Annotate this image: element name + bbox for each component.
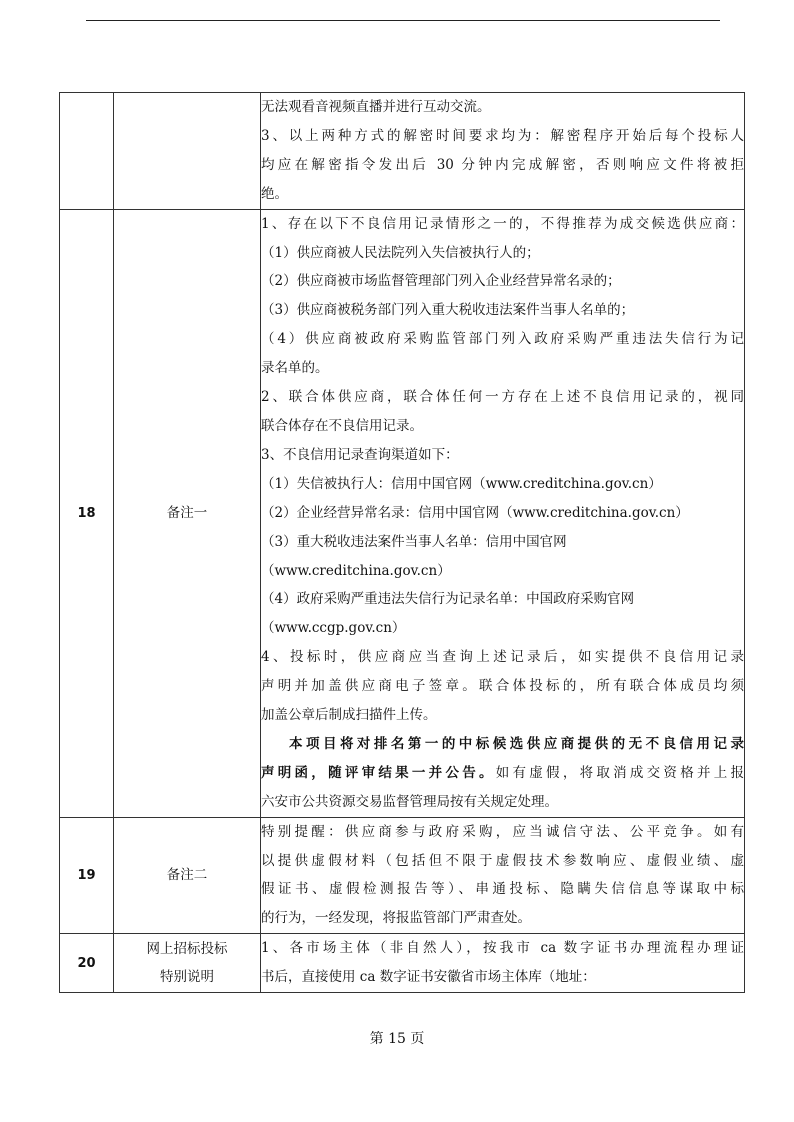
- plain-text: 1、存在以下不良信用记录情形之一的，不得推荐为成交候选供应商：: [261, 215, 744, 232]
- table-row: [60, 93, 745, 210]
- plain-text: 绝。: [261, 185, 288, 202]
- content-line: [261, 963, 744, 992]
- content-line: [261, 904, 744, 933]
- plain-text: （1）供应商被人民法院列入失信被执行人的；: [261, 244, 540, 261]
- plain-text: 录名单的。: [261, 360, 329, 377]
- content-line: [261, 412, 744, 441]
- row-content: [261, 817, 745, 934]
- plain-text: （3）重大税收违法案件当事人名单：信用中国官网: [261, 533, 567, 550]
- row-number: 18: [60, 209, 114, 817]
- plain-text: 1、各市场主体（非自然人），按我市 ca 数字证书办理流程办理证: [261, 940, 744, 957]
- table-row: [60, 209, 745, 817]
- plain-text: 3、以上两种方式的解密时间要求均为：解密程序开始后每个投标人: [261, 127, 744, 144]
- content-line: [261, 267, 744, 296]
- content-line: [261, 383, 744, 412]
- content-line: [261, 239, 744, 268]
- plain-text: （2）企业经营异常名录：信用中国官网（www.creditchina.gov.cn）: [261, 504, 689, 521]
- content-line: [261, 325, 744, 354]
- content-line: [261, 759, 744, 788]
- plain-text: （www.ccgp.gov.cn）: [261, 620, 406, 637]
- row-content: [261, 934, 745, 993]
- content-line: [261, 296, 744, 325]
- content-line: [261, 614, 744, 643]
- content-line: [261, 441, 744, 470]
- table-row: [60, 934, 745, 993]
- content-line: [261, 557, 744, 586]
- plain-text: 书后，直接使用 ca 数字证书安徽省市场主体库（地址：: [261, 969, 596, 986]
- content-line: [261, 788, 744, 817]
- document-table: [59, 92, 745, 993]
- item-name-line: 备注二: [166, 867, 208, 884]
- content-line: [261, 672, 744, 701]
- table-row: [60, 817, 745, 934]
- header-rule: [86, 20, 720, 21]
- row-number: [60, 93, 114, 210]
- content-line: [261, 875, 744, 904]
- plain-text: 以提供虚假材料（包括但不限于虚假技术参数响应、虚假业绩、虚: [261, 852, 744, 869]
- row-number: 20: [60, 934, 114, 993]
- plain-text: 假证书、虚假检测报告等）、串通投标、隐瞒失信信息等谋取中标: [261, 881, 744, 898]
- content-line: [261, 210, 744, 239]
- content-line: [261, 585, 744, 614]
- item-name-line: 网上招标投标: [146, 941, 228, 958]
- plain-text: 均应在解密指令发出后 30 分钟内完成解密，否则响应文件将被拒: [261, 156, 744, 173]
- plain-text: 加盖公章后制成扫描件上传。: [261, 707, 437, 724]
- plain-text: 2、联合体供应商，联合体任何一方存在上述不良信用记录的，视同: [261, 389, 744, 406]
- plain-text: （4）政府采购严重违法失信行为记录名单：中国政府采购官网: [261, 591, 635, 608]
- plain-text: 六安市公共资源交易监督管理局按有关规定处理。: [261, 793, 558, 810]
- content-line: [261, 643, 744, 672]
- content-line: [261, 730, 744, 759]
- plain-text: 无法观看音视频直播并进行互动交流。: [261, 99, 491, 115]
- row-item-name: [114, 817, 261, 934]
- plain-text: （1）失信被执行人：信用中国官网（www.creditchina.gov.cn）: [261, 475, 662, 492]
- plain-text: 3、不良信用记录查询渠道如下：: [261, 446, 459, 463]
- content-line: [261, 151, 744, 180]
- plain-text: 4、投标时，供应商应当查询上述记录后，如实提供不良信用记录: [261, 649, 744, 666]
- bold-text: 本项目将对排名第一的中标候选供应商提供的无不良信用记录: [289, 735, 744, 752]
- content-line: [261, 701, 744, 730]
- plain-text: 联合体存在不良信用记录。: [261, 417, 423, 434]
- page-number: 第 15 页: [369, 1031, 425, 1047]
- bold-text: 声明函，随评审结果一并公告。: [261, 764, 496, 781]
- content-line: [261, 528, 744, 557]
- plain-text: （3）供应商被税务部门列入重大税收违法案件当事人名单的；: [261, 302, 635, 319]
- content-line: [261, 470, 744, 499]
- item-name-line: 备注一: [166, 505, 208, 522]
- row-number: 19: [60, 817, 114, 934]
- content-line: [261, 847, 744, 876]
- plain-text: 声明并加盖供应商电子签章。联合体投标的，所有联合体成员均须: [261, 678, 744, 695]
- plain-text: （2）供应商被市场监督管理部门列入企业经营异常名录的；: [261, 273, 621, 290]
- content-line: [261, 934, 744, 963]
- content-line: [261, 122, 744, 151]
- plain-text: （4）供应商被政府采购监管部门列入政府采购严重违法失信行为记: [261, 331, 744, 348]
- row-item-name: [114, 209, 261, 817]
- content-line: [261, 93, 744, 122]
- plain-text: 如有虚假，将取消成交资格并上报: [495, 764, 744, 781]
- row-content: [261, 209, 745, 817]
- content-line: [261, 354, 744, 383]
- row-item-name: [114, 934, 261, 993]
- row-item-name: [114, 93, 261, 210]
- content-line: [261, 818, 744, 847]
- plain-text: 的行为，一经发现，将报监管部门严肃查处。: [261, 910, 531, 927]
- content-line: [261, 499, 744, 528]
- item-name-line: 特别说明: [160, 969, 214, 986]
- content-line: [261, 180, 744, 209]
- row-content: [261, 93, 745, 210]
- plain-text: （www.creditchina.gov.cn）: [261, 562, 451, 579]
- plain-text: 特别提醒：供应商参与政府采购，应当诚信守法、公平竞争。如有: [261, 823, 744, 840]
